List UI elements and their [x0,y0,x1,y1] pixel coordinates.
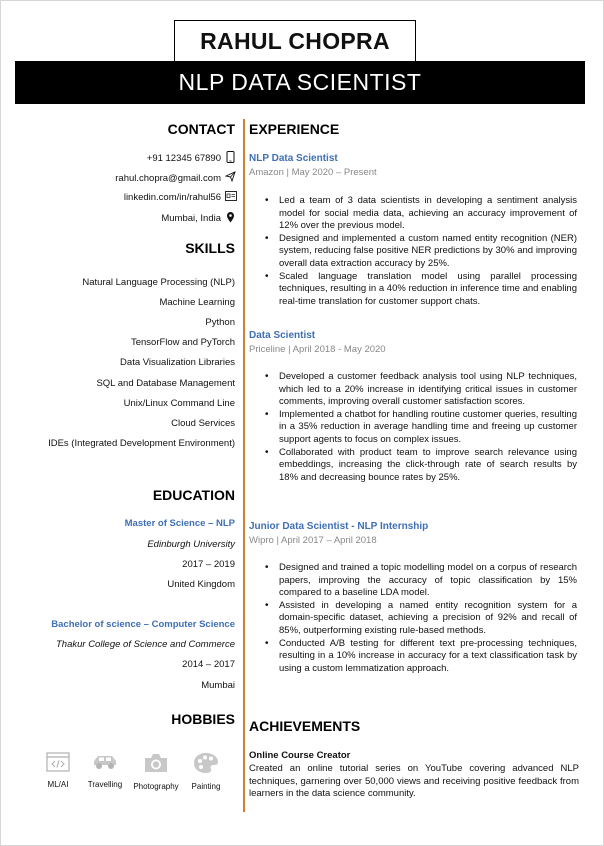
camera-icon [143,752,169,774]
skill-item: Natural Language Processing (NLP) [82,277,235,288]
palette-icon [193,752,219,774]
skill-item: Python [205,317,235,328]
list-item: • Conducted A/B testing for different text pre-processing techniques, resulting in a 10% increase in accuracy for a text classification task by using a custom lemmatization approach. [263,638,577,676]
education-heading: EDUCATION [152,487,235,503]
hobby-label: Photography [133,782,179,791]
education-degree: Bachelor of science – Computer Science [51,619,235,630]
list-item: • Scaled language translation model using parallel processing techniques, resulting in a 40% reduction in inference time and enabling real-time translation for customer support chats. [263,271,577,309]
skill-item: IDEs (Integrated Development Environment) [48,438,235,449]
skill-item: Machine Learning [159,297,235,308]
job-bullets [263,371,577,484]
education-years: 2014 – 2017 [182,659,235,670]
hobby-painting [178,752,234,791]
achievements-heading: ACHIEVEMENTS [249,718,361,734]
send-icon [225,171,235,185]
contact-linkedin[interactable] [124,191,235,204]
list-item: • Led a team of 3 data scientists in developing a sentiment analysis model for social media data, achieving an accuracy improvement of 12% over the previous model. [263,195,577,233]
name-box [174,20,416,62]
job-meta: Amazon | May 2020 – Present [249,167,377,178]
contact-email[interactable] [115,171,235,185]
skill-item: TensorFlow and PyTorch [130,337,235,348]
contact-heading: CONTACT [167,121,235,137]
contact-phone-text: +91 12345 67890 [146,153,221,164]
list-item: • Implemented a chatbot for handling routine customer queries, resulting in a 35% reduction in average handling time and freeing up customer support agents to focus on complex issues. [263,409,577,447]
education-degree: Master of Science – NLP [124,518,235,529]
list-item: • Designed and implemented a custom named entity recognition (NER) system, reducing false positive NER predictions by 30% and improving overall data extraction accuracy by 25%. [263,233,577,271]
contact-location-text: Mumbai, India [161,213,221,224]
id-card-icon [225,191,235,204]
achievement-title: Online Course Creator [249,750,351,761]
hobbies-heading: HOBBIES [171,711,235,727]
education-school: Thakur College of Science and Commerce [55,639,235,650]
skill-item: Data Visualization Libraries [120,357,235,368]
education-school: Edinburgh University [147,539,235,550]
job-title: NLP DATA SCIENTIST [178,69,422,95]
list-item: • Collaborated with product team to improve search relevance using embeddings, increasing the click-through rate of search results by 18% and decreasing bounce rates by 25%. [263,447,577,485]
skill-item: Cloud Services [171,418,235,429]
education-location: Mumbai [201,680,235,691]
hobby-photography [128,752,184,791]
education-years: 2017 – 2019 [182,559,235,570]
contact-phone[interactable] [147,151,235,166]
list-item: • Assisted in developing a named entity recognition system for a domain-specific dataset, achieving a precision of 92% and recall of 85%, outperforming existing rule-based methods. [263,600,577,638]
achievement-text: Created an online tutorial series on YouTube covering advanced NLP techniques, garnering over 50,000 views and receiving positive feedback from learners in the data science community. [249,763,579,800]
job-title: NLP Data Scientist [249,153,338,164]
location-pin-icon [225,211,235,226]
job-bullets [263,195,577,308]
skills-heading: SKILLS [185,240,235,256]
contact-linkedin-text: linkedin.com/in/rahul56 [123,192,221,203]
hobby-travelling [77,752,133,789]
hobby-label: ML/AI [47,780,69,789]
job-meta: Wipro | April 2017 – April 2018 [249,535,377,546]
hobby-label: Painting [191,782,221,791]
car-icon [91,752,119,772]
experience-heading: EXPERIENCE [249,121,340,137]
list-item: • Designed and trained a topic modelling model on a corpus of research papers, improving the accuracy of topic classification by 15% compared to a baseline LDA model. [263,562,577,600]
job-title: Data Scientist [249,330,316,341]
job-title: Junior Data Scientist - NLP Internship [249,521,429,532]
job-meta: Priceline | April 2018 - May 2020 [249,344,386,355]
contact-location [161,211,235,226]
candidate-name: RAHUL CHOPRA [200,27,390,54]
education-location: United Kingdom [167,579,235,590]
contact-email-text: rahul.chopra@gmail.com [115,172,221,184]
phone-icon [225,151,235,166]
skill-item: Unix/Linux Command Line [123,398,235,409]
skill-item: SQL and Database Management [96,378,235,389]
code-window-icon [46,752,70,772]
hobby-label: Travelling [87,780,123,789]
job-bullets [263,562,577,675]
job-title-banner [15,61,585,104]
list-item: • Developed a customer feedback analysis tool using NLP techniques, which led to a 20% increase in identifying critical issues in customer comments, improving overall customer satisfaction scores. [263,371,577,409]
column-divider [243,119,245,812]
